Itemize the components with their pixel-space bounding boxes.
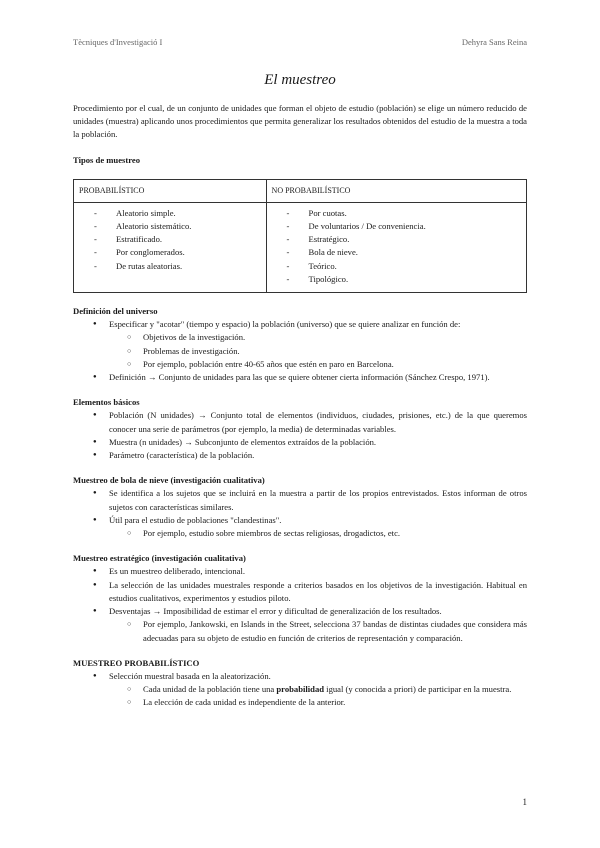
table-header-non-probabilistic: NO PROBABILÍSTICO xyxy=(266,179,526,202)
page-number: 1 xyxy=(522,797,527,807)
list-item: - Teórico. xyxy=(287,260,526,273)
document-body xyxy=(73,102,527,710)
list-item: ○ Por ejemplo, población entre 40-65 años que estén en paro en Barcelona. xyxy=(127,358,527,371)
list-item: ● Especificar y "acotar" (tiempo y espacio) la población (universo) que se quiere analizar en función de: ○ Objetivos de la investigación. ○ Problemas de investigación. ○ Por ejemplo, población entre 40-65 años que estén en paro en Barcelona. xyxy=(93,318,527,371)
header-author: Dehyra Sans Reina xyxy=(461,37,527,47)
list-item: - Tipológico. xyxy=(287,273,526,286)
sampling-types-table xyxy=(73,179,527,293)
list-item: ○ Problemas de investigación. xyxy=(127,345,527,358)
list-item: - Estratégico. xyxy=(287,233,526,246)
list-item: ● Muestra (n unidades) → Subconjunto de elementos extraídos de la población. xyxy=(93,436,527,449)
list-item: - Aleatorio sistemático. xyxy=(94,220,266,233)
list-item: ● Parámetro (característica) de la población. xyxy=(93,449,527,462)
list-item: - Estratificado. xyxy=(94,233,266,246)
list-item: ● Desventajas → Imposibilidad de estimar el error y dificultad de generalización de los resultados. ○ Por ejemplo, Jankowski, en Islands in the Street, selecciona 37 bandas de distintas ciudades que considera más adecuadas para su objeto de estudio en función de criterios de representación y comparación. xyxy=(93,605,527,645)
list-item: ● Útil para el estudio de poblaciones "clandestinas". ○ Por ejemplo, estudio sobre miembros de sectas religiosas, drogadictos, etc. xyxy=(93,514,527,540)
list-item: ○ Objetivos de la investigación. xyxy=(127,331,527,344)
universo-list xyxy=(73,318,527,384)
intro-paragraph: Procedimiento por el cual, de un conjunto de unidades que forman el objeto de estudio (población) se elige un número reducido de unidades (muestra) aplicando unos procedimientos que permita generalizar los resultados obtenidos del estudio de la muestra a toda la población. xyxy=(73,103,527,140)
list-item: ● Se identifica a los sujetos que se incluirá en la muestra a partir de los propios entrevistados. Estos informan de otros sujetos con características similares. xyxy=(93,487,527,513)
probabilistico-heading: MUESTREO PROBABILÍSTICO xyxy=(73,657,200,668)
list-item: ○ Por ejemplo, estudio sobre miembros de sectas religiosas, drogadictos, etc. xyxy=(127,527,527,540)
elementos-list xyxy=(73,409,527,462)
bola-heading: Muestreo de bola de nieve (investigación cualitativa) xyxy=(73,475,265,486)
list-item: ● Es un muestreo deliberado, intencional. xyxy=(93,565,527,578)
emphasis-probabilidad: probabilidad xyxy=(276,684,325,695)
estrategico-list xyxy=(73,565,527,644)
list-item: ● Definición → Conjunto de unidades para las que se quiere obtener cierta información (Sánchez Crespo, 1971). xyxy=(93,371,527,384)
elementos-heading: Elementos básicos xyxy=(73,397,140,408)
table-header-probabilistic: PROBABILÍSTICO xyxy=(74,179,267,202)
list-item: - Aleatorio simple. xyxy=(94,207,266,220)
list-item: ○ Por ejemplo, Jankowski, en Islands in the Street, selecciona 37 bandas de distintas ciudades que considera más adecuadas para su objeto de estudio en función de criterios de representación y comparación. xyxy=(127,618,527,644)
estrategico-heading: Muestreo estratégico (investigación cualitativa) xyxy=(73,553,246,564)
probabilistic-cell xyxy=(74,202,267,292)
list-item: ● La selección de las unidades muestrales responde a criterios basados en los objetivos de la investigación. Habitual en estudios cualitativos, experimentos y estudios piloto. xyxy=(93,579,527,605)
list-item: - De voluntarios / De conveniencia. xyxy=(287,220,526,233)
list-item: ● Población (N unidades) → Conjunto total de elementos (individuos, ciudades, prisiones, etc.) de la que queremos conocer una serie de parámetros (por ejemplo, la media) de determinadas variables. xyxy=(93,409,527,435)
non-probabilistic-cell xyxy=(266,202,526,292)
tipos-heading: Tipos de muestreo xyxy=(73,154,141,165)
probabilistico-list xyxy=(73,670,527,710)
list-item: - Por conglomerados. xyxy=(94,246,266,259)
list-item: ○ Cada unidad de la población tiene una probabilidad igual (y conocida a priori) de participar en la muestra. xyxy=(127,683,527,696)
bola-list xyxy=(73,487,527,540)
list-item: - Por cuotas. xyxy=(287,207,526,220)
header-course: Tècniques d'Investigació I xyxy=(73,37,163,47)
list-item: - Bola de nieve. xyxy=(287,246,526,259)
list-item: ○ La elección de cada unidad es independiente de la anterior. xyxy=(127,696,527,709)
page-title: El muestreo xyxy=(264,72,336,88)
list-item: ● Selección muestral basada en la aleatorización. ○ Cada unidad de la población tiene una probabilidad igual (y conocida a priori) de participar en la muestra. ○ La elección de cada unidad es independiente de la anterior. xyxy=(93,670,527,710)
universo-heading: Definición del universo xyxy=(73,306,158,317)
list-item: - De rutas aleatorias. xyxy=(94,260,266,273)
